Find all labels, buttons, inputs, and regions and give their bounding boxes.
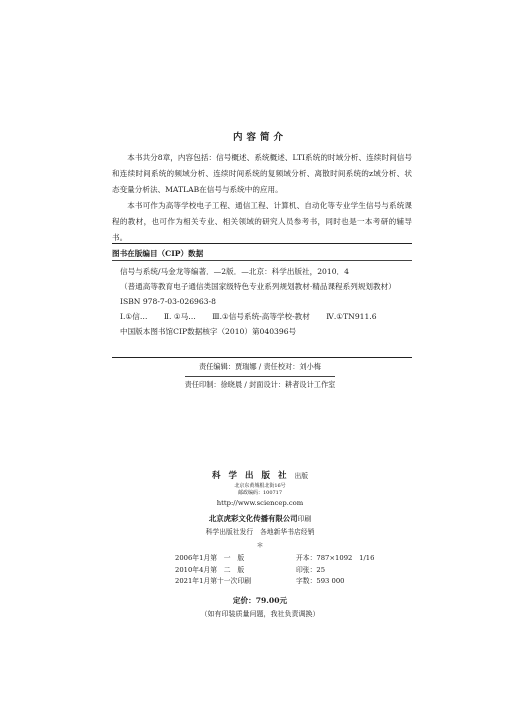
- cip-class-3: Ⅲ.①信号系统-高等学校-教材: [212, 312, 310, 321]
- publisher-block: [0, 470, 520, 539]
- intro-paragraph-1: 本书共分8章，内容包括：信号概述、系统概述、LTI系统的时域分析、连续时间信号和连续时间系统的频域分析、连续时间系统的复频域分析、离散时间系统的z域分析、状态变量分析法、MATLAB在信号与系统中的应用。: [112, 153, 412, 194]
- edition-row: [175, 553, 377, 565]
- edition-date: 2021年1月第十一次印刷: [175, 577, 251, 585]
- cip-isbn: ISBN 978-7-03-026963-8: [120, 297, 216, 306]
- cip-class-1: Ⅰ.①信…: [120, 312, 148, 321]
- quality-notice: （如有印装质量问题，我社负责调换）: [200, 610, 320, 618]
- page-title: 内容简介: [232, 132, 287, 143]
- edition-row: [175, 565, 377, 577]
- cip-heading-rule: [112, 260, 412, 261]
- credits-line-1: 责任编辑：贾瑞娜 / 责任校对：刘小梅: [199, 362, 321, 371]
- edition-row: [175, 576, 377, 588]
- cip-classification: [112, 309, 412, 324]
- credits-line-2: 责任印制：徐晓晨 / 封面设计：耕者设计工作室: [184, 380, 336, 389]
- cip-class-4: Ⅳ.①TN911.6: [326, 312, 377, 321]
- printer-name: 北京虎彩文化传播有限公司: [208, 514, 298, 523]
- cip-data-block: [112, 264, 412, 339]
- distribution-line: 科学出版社发行 各地新华书店经销: [205, 528, 315, 536]
- intro-paragraph-2: 本书可作为高等学校电子工程、通信工程、计算机、自动化等专业学生信号与系统课程的教材，也可作为相关专业、相关领域的研究人员参考书，同时也是一本考研的辅导书。: [112, 201, 412, 242]
- cip-top-rule: [112, 243, 412, 244]
- cip-heading: 图书在版编目（CIP）数据: [112, 249, 204, 258]
- cip-bottom-rule: [112, 357, 412, 358]
- publisher-name-suffix: 出版: [294, 472, 309, 480]
- publisher-url: http://www.sciencep.com: [216, 499, 304, 507]
- edition-date: 2006年1月第 一 版: [175, 554, 245, 562]
- publisher-postcode: 邮政编码：100717: [237, 490, 283, 496]
- cip-title-line: 信号与系统/马金龙等编著．—2版．—北京：科学出版社，2010．4: [120, 267, 349, 276]
- edition-spec: 字数：593 000: [296, 577, 345, 585]
- credits-rule: [185, 376, 335, 377]
- publisher-address: 北京东黄城根北街16号: [234, 483, 286, 489]
- printer-suffix: 印刷: [297, 515, 312, 523]
- cip-series-line: （普通高等教育电子通信类国家级特色专业系列规划教材·精品课程系列规划教材）: [120, 282, 396, 291]
- price: 定价：79.00元: [232, 596, 288, 605]
- publisher-name: 科学出版社: [211, 471, 295, 481]
- edition-spec: 印张：25: [296, 565, 326, 574]
- cip-class-2: Ⅱ. ①马…: [163, 312, 196, 321]
- edition-date: 2010年4月第 二 版: [175, 565, 245, 574]
- cip-core-number: 中国版本图书馆CIP数据核字（2010）第040396号: [120, 327, 297, 336]
- separator-star: ＊: [256, 541, 264, 549]
- edition-spec: 开本：787×1092 1/16: [296, 554, 375, 562]
- edition-table: [175, 553, 377, 588]
